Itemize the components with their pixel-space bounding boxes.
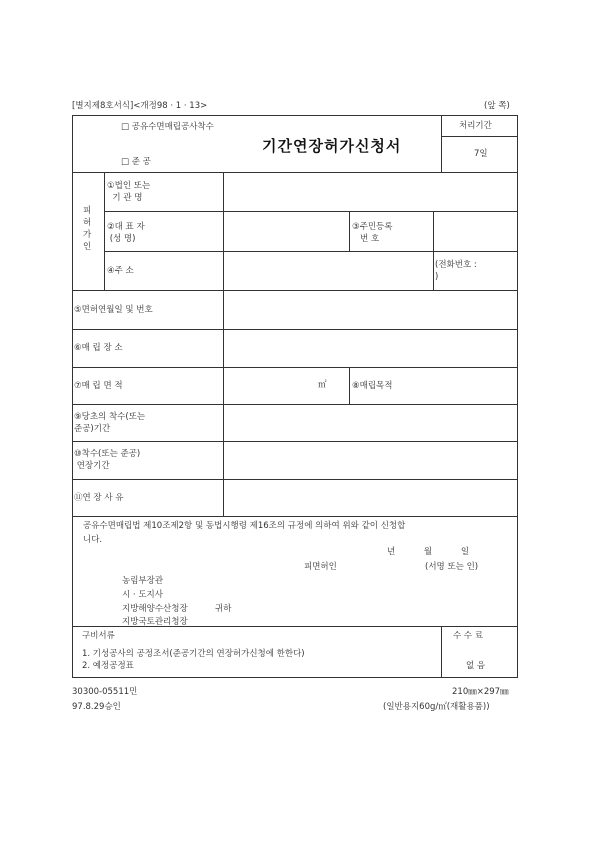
phone-label: (전화번호 : )	[435, 260, 477, 282]
fee-label: 수 수 료	[453, 631, 484, 641]
purpose-input[interactable]	[350, 368, 517, 403]
attachments-label: 구비서류	[82, 631, 115, 641]
site-input[interactable]	[224, 330, 517, 366]
honorific: 귀하	[215, 604, 232, 614]
paper-spec: (일반용지60g/㎡(재활용품))	[383, 702, 490, 712]
page-side: (앞 쪽)	[484, 101, 510, 111]
applicant-group-label: 피 허 가 인	[83, 206, 92, 252]
rule	[441, 626, 442, 678]
rule	[349, 211, 350, 251]
signature-label: (서명 또는 인)	[425, 562, 479, 572]
area-unit: ㎡	[318, 380, 327, 390]
form-code: 30300-05511민	[72, 687, 138, 697]
declaration-text: 공유수면매립법 제10조제2항 및 동법시행령 제16조의 규정에 의하여 위와 같이 신청합 니다.	[83, 521, 406, 545]
rule	[441, 136, 518, 137]
representative-input[interactable]	[224, 212, 348, 250]
extension-period-input[interactable]	[224, 442, 517, 478]
resident-number-input[interactable]	[434, 212, 517, 250]
applicant-name-label: 피면허인	[304, 562, 337, 572]
processing-period-label: 처리기간	[459, 121, 492, 131]
approval-date: 97.8.29승인	[72, 702, 121, 712]
site-label: ⑥매 립 장 소	[74, 343, 123, 353]
date-line: 년 월 일	[387, 547, 470, 557]
resident-number-label: ③주민등록 번 호	[352, 222, 393, 244]
form-title: 기간연장허가신청서	[262, 137, 402, 155]
license-date-input[interactable]	[224, 291, 517, 328]
purpose-label: ⑧매립목적	[352, 381, 393, 391]
recipient-2: 시 · 도지사	[122, 590, 163, 600]
area-input[interactable]	[224, 368, 348, 403]
license-date-label: ⑤면허연월일 및 번호	[74, 305, 153, 315]
address-label: ④주 소	[107, 266, 134, 276]
original-period-input[interactable]	[224, 405, 517, 440]
corp-name-label: ①법인 또는 기 관 명	[107, 181, 151, 203]
original-period-label: ⑨당초의 착수(또는 준공)기간	[74, 412, 146, 434]
representative-label: ②대 표 자 (성 명)	[107, 222, 145, 244]
rule	[441, 115, 442, 172]
address-input[interactable]	[224, 252, 432, 289]
corp-name-input[interactable]	[224, 173, 517, 210]
reason-input[interactable]	[224, 480, 517, 515]
recipient-4: 지방국토관리청장	[122, 617, 188, 627]
extension-period-label: ⑩착수(또는 준공) 연장기간	[74, 449, 141, 471]
checkbox-complete[interactable]: □ 준 공	[121, 157, 151, 167]
checkbox-start[interactable]: □ 공유수면매립공사착수	[121, 122, 214, 132]
recipient-1: 농림부장관	[122, 576, 164, 586]
recipient-3: 지방해양수산청장	[122, 604, 188, 614]
fee-value: 없 음	[466, 661, 486, 671]
rule	[104, 172, 105, 290]
rule	[72, 516, 518, 517]
paper-size: 210㎜×297㎜	[452, 687, 509, 697]
attachment-item-2: 2. 예정공정표	[82, 661, 134, 671]
area-label: ⑦매 립 면 적	[74, 381, 123, 391]
processing-period-value: 7일	[474, 149, 488, 159]
reason-label: ⑪연 장 사 유	[74, 493, 124, 503]
form-number: [별지제8호서식]<개정98 · 1 · 13>	[72, 101, 208, 111]
attachment-item-1: 1. 기성공사의 공정조서(준공기간의 연장허가신청에 한한다)	[82, 649, 305, 659]
